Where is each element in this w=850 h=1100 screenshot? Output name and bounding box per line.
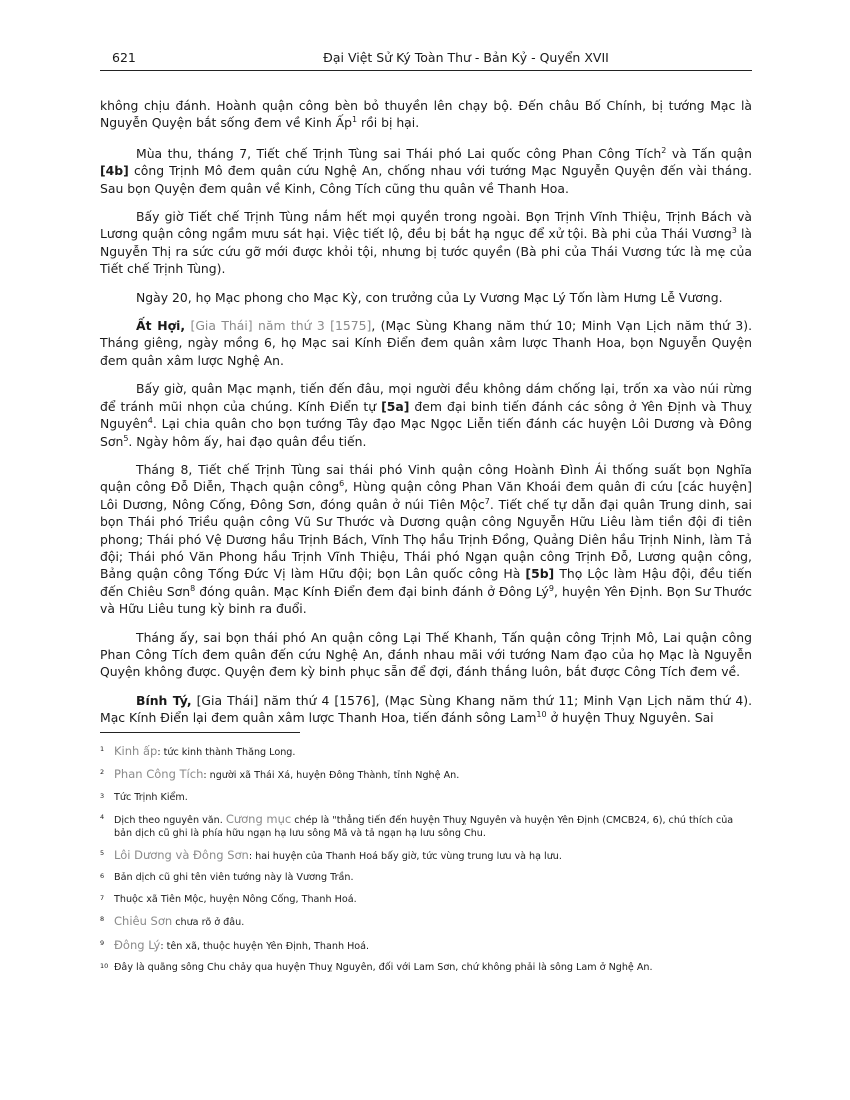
footnote-text: Tức Trịnh Kiểm.: [114, 791, 188, 803]
folio-marker: [5a]: [381, 398, 410, 414]
footnote-number: 4: [100, 813, 105, 822]
footnote-ref[interactable]: 2: [661, 145, 667, 155]
main-text: [100, 97, 752, 738]
footnote: [100, 849, 752, 863]
footnote-text: : tên xã, thuộc huyện Yên Định, Thanh Hoá.: [160, 940, 370, 952]
footnote: [100, 768, 752, 782]
footnote: [100, 894, 752, 906]
footnote-text: : người xã Thái Xá, huyện Đông Thành, tỉnh Nghệ An.: [203, 770, 460, 782]
footnotes: [100, 745, 752, 983]
footnote-term: Đông Lý: [114, 937, 161, 952]
page-number: 621: [112, 50, 136, 65]
paragraph: Ất Hợi, [Gia Thái] năm thứ 3 [1575], (Mạc Sùng Khang năm thứ 10; Minh Vạn Lịch năm thứ 3). Tháng giêng, ngày mồng 6, họ Mạc sai Kính Điển đem quân xâm lược Thanh Hoa, bọn Nguyễn Quyện đem quân xâm lược Nghệ An.: [100, 318, 753, 368]
footnote: [100, 792, 752, 804]
footnote: [100, 915, 752, 929]
footnote-text: Đây là quãng sông Chu chảy qua huyện Thuỵ Nguyên, đối với Lam Sơn, chứ không phải là sông Lam ở Nghệ An.: [114, 962, 653, 974]
footnote-ref[interactable]: 6: [339, 479, 345, 489]
footnote-number: 6: [100, 872, 105, 881]
footnote-text: chép là "thẳng tiến đến huyện Thuỵ Nguyên và huyện Yên Định (CMCB24, 6), chú thích của bản dịch cũ ghi là phía hữu ngạn hạ lưu sông Mã và tả ngạn hạ lưu sông Chu.: [114, 815, 734, 839]
footnote-ref[interactable]: 4: [147, 415, 153, 425]
footnote-number: 2: [100, 768, 105, 777]
footnote-ref[interactable]: 10: [536, 710, 547, 720]
footnote-number: 1: [100, 745, 105, 753]
footnote-term: Cương mục: [225, 812, 292, 827]
footnote-term: Chiêu Sơn: [114, 914, 173, 929]
folio-marker: [5b]: [525, 566, 555, 582]
year-heading: Ất Hợi,: [136, 318, 186, 334]
footnote-text: Thuộc xã Tiên Mộc, huyện Nông Cống, Thanh Hoá.: [114, 893, 357, 905]
footnote-term: Lôi Dương và Đông Sơn: [114, 848, 249, 863]
year-heading: Bính Tý,: [136, 692, 192, 708]
footnote-divider: [100, 732, 300, 733]
footnote-text: : hai huyện của Thanh Hoá bấy giờ, tức vùng trung lưu và hạ lưu.: [248, 851, 562, 863]
footnote-term: Phan Công Tích: [114, 767, 204, 782]
footnote-number: 8: [100, 915, 105, 924]
footnote: [100, 872, 752, 884]
paragraph: Mùa thu, tháng 7, Tiết chế Trịnh Tùng sai Thái phó Lai quốc công Phan Công Tích$^2$ và Tấn quận [4b] công Trịnh Mô đem quân cứu Nghệ An, chống nhau với tướng Mạc Nguyễn Quyện đến vài tháng. Sau bọn Quyện đem quân về Kinh, Công Tích cũng thu quân về Thanh Hoa.: [100, 145, 753, 196]
footnote-text: : tức kinh thành Thăng Long.: [157, 747, 296, 758]
paragraph: Bấy giờ Tiết chế Trịnh Tùng nắm hết mọi quyền trong ngoài. Bọn Trịnh Vĩnh Thiệu, Trịnh Bách và Lương quận công ngầm mưu sát hại. Việc tiết lộ, đều bị bắt hạ ngục để xử tội. Bà phi của Thái Vương$^3$ là Nguyễn Thị ra sức cứu gỡ mới được khỏi tội, nhưng bị tước quyền (Bà phi của Thái Vương tức là mẹ của Tiết chế Trịnh Tùng).: [100, 209, 752, 277]
footnote-ref[interactable]: 9: [548, 583, 554, 593]
header-divider: [100, 70, 752, 71]
footnote-ref[interactable]: 3: [731, 226, 737, 236]
paragraph: Tháng ấy, sai bọn thái phó An quận công Lại Thế Khanh, Tấn quận công Trịnh Mô, Lai quận công Phan Công Tích đem quân đến cứu Nghệ An, đánh nhau mãi với tướng Nam đạo của họ Mạc là Nguyễn Quyện không được. Quyện đem kỳ binh phục sẵn để đợi, đánh thắng luôn, bắt được Công Tích đem về.: [100, 629, 752, 680]
footnote-text: Bản dịch cũ ghi tên viên tướng này là Vương Trần.: [114, 872, 354, 884]
footnote-ref[interactable]: 7: [484, 496, 490, 506]
footnote-number: 5: [100, 849, 105, 858]
paragraph: Tháng 8, Tiết chế Trịnh Tùng sai thái phó Vinh quận công Hoành Đình Ái thống suất bọn Nghĩa quận công Đỗ Diễn, Thạch quận công$^6$, Hùng quận công Phan Văn Khoái đem quân đi cứu [các huyện] Lôi Dương, Nông Cống, Đông Sơn, đóng quân ở núi Tiên Mộc$^7$. Tiết chế tự dẫn đại quân Trung dinh, sai bọn Thái phó Triều quận công Vũ Sư Thước và Dương quận công Nguyễn Hữu Liêu làm tiền đội đi tiên phong; Thái phó Vệ Dương hầu Trịnh Bách, Vĩnh Thọ hầu Trịnh Đồng, Quảng Diên hầu Trịnh Ninh, làm Tả đội; Thái phó Văn Phong hầu Trịnh Vĩnh Thiệu, Thái phó Ngạn quận công Trịnh Đỗ, Lương quận công, Bảng quận công Tống Đức Vị làm Hữu đội; bọn Lân quốc công Hà [5b] Thọ Lộc làm Hậu đội, đều tiến đến Chiêu Sơn$^8$ đóng quân. Mạc Kính Điển đem đại binh đánh ở Đông $Lý^9$, huyện Yên Định. Bọn Sư Thước và Hữu Liêu tung kỳ binh ra đuổi.: [100, 461, 752, 617]
footnote: [100, 962, 752, 974]
folio-marker: [4b]: [100, 163, 129, 179]
paragraph: Bấy giờ, quân Mạc mạnh, tiến đến đâu, mọi người đều không dám chống lại, trốn xa vào núi rừng để tránh mũi nhọn của chúng. Kính Điển tự [5a] đem đại binh tiến đánh các sông ở Yên Định và Thuỵ Nguyên$^4$. Lại chia quân cho bọn tướng Tây đạo Mạc Ngọc Liễn tiến đánh các huyện Lôi Dương và Đông Sơn$^5$. Ngày hôm ấy, hai đạo quân đều tiến.: [100, 381, 752, 449]
footnote: [100, 813, 752, 840]
footnote-number: 9: [100, 938, 105, 947]
page-header: [100, 50, 752, 70]
footnote-ref[interactable]: 8: [190, 583, 196, 593]
footnote-ref[interactable]: 1: [351, 115, 358, 125]
footnote-number: 10: [100, 962, 109, 971]
paragraph: Ngày 20, họ Mạc phong cho Mạc Kỳ, con trưởng của Ly Vương Mạc Lý Tốn làm Hưng Lễ Vương.: [136, 289, 723, 305]
paragraph: Bính Tý, [Gia Thái] năm thứ 4 [1576], (Mạc Sùng Khang năm thứ 11; Minh Vạn Lịch năm thứ 4). Mạc Kính Điển lại đem quân xâm lược Thanh Hoa, tiến đánh sông Lam$^{10}$ ở huyện Thuỵ Nguyên. Sai: [100, 692, 753, 726]
footnote-ref[interactable]: 5: [123, 433, 129, 443]
footnote-number: 3: [100, 791, 105, 800]
reign-year: [Gia Thái] năm thứ 3 [1575]: [185, 318, 372, 334]
paragraph: không chịu đánh. Hoành quận công bèn bỏ thuyền lên chạy bộ. Đến châu Bố Chính, bị tướng Mạc là Nguyễn Quyện bắt sống đem về Kinh Ấp$^1$ rồi bị hại.: [100, 98, 752, 131]
footnote: [100, 745, 752, 759]
running-title: Đại Việt Sử Ký Toàn Thư - Bản Kỷ - Quyển XVII: [323, 50, 609, 65]
footnote-pre: Dịch theo nguyên văn.: [114, 815, 226, 827]
footnote: [100, 939, 752, 953]
footnote-number: 7: [100, 893, 105, 902]
footnote-term: Kinh ấp: [114, 744, 158, 758]
footnote-text: chưa rõ ở đâu.: [172, 917, 245, 929]
